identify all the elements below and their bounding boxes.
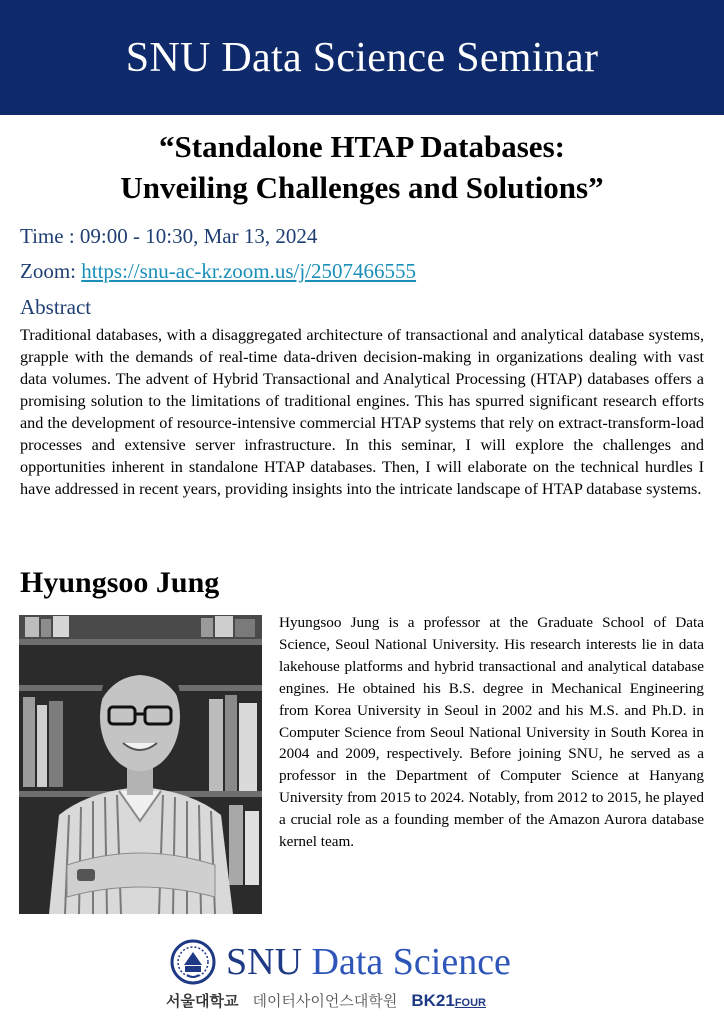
zoom-label: Zoom: [20,259,82,283]
snu-seal-icon [170,939,216,985]
zoom-link[interactable]: https://snu-ac-kr.zoom.us/j/2507466555 [81,259,417,283]
speaker-photo-illustration [19,615,262,914]
university-name: 서울대학교 [166,992,239,1010]
talk-title-line2: Unveiling Challenges and Solutions” [120,170,604,205]
speaker-name: Hyungsoo Jung [20,566,220,599]
talk-title-line1: “Standalone HTAP Databases: [159,129,565,164]
time-value: 09:00 - 10:30, Mar 13, 2024 [79,224,318,248]
brand-data-science: Data Science [311,941,511,983]
time-line [20,224,317,249]
seminar-title: SNU Data Science Seminar [125,34,599,81]
bk21-four-label: FOUR [454,997,486,1009]
header-banner [0,0,724,115]
graduate-school-name: 데이터사이언스대학원 [252,992,398,1010]
brand-snu: SNU [226,941,303,983]
footer-affiliations [166,990,566,1014]
speaker-bio: Hyungsoo Jung is a professor at the Graduate School of Data Science, Seoul National University. His research interests lie in data lakehouse platforms and hybrid transactional and analytical database engines. He obtained his B.S. degree in Mechanical Engineering from Korea University in Seoul in 2002 and his M.S. and Ph.D. in Computer Science from Seoul National University in South Korea in 2004 and 2009, respectively. Before joining SNU, he served as a professor in the Department of Computer Science at Hanyang University from 2015 to 2024. Notably, from 2012 to 2015, he played a crucial role as a founding member of the Amazon Aurora database kernel team. [279,614,704,851]
snu-data-science-logo [170,937,540,987]
speaker-photo [19,615,262,914]
abstract-heading: Abstract [20,295,92,319]
time-label: Time : [20,224,80,248]
talk-title [0,126,724,208]
abstract-text: Traditional databases, with a disaggregated architecture of transactional and analytical database systems, grapple with the demands of real-time data-driven decision-making in organizations dealing with vast data volumes. The advent of Hybrid Transactional and Analytical Processing (HTAP) databases offers a promising solution to the limitations of traditional engines. This has spurred significant research efforts and the development of resource-intensive commercial HTAP systems that rely on extract-transform-load processes and extensive server infrastructure. In this seminar, I will explore the challenges and opportunities inherent in standalone HTAP databases. Then, I will elaborate on the technical hurdles I have addressed in recent years, providing insights into the intricate landscape of HTAP database systems. [20,326,704,498]
bk21-label: BK21 [411,991,455,1010]
brand-wordmark [226,940,511,984]
zoom-line [20,259,416,284]
